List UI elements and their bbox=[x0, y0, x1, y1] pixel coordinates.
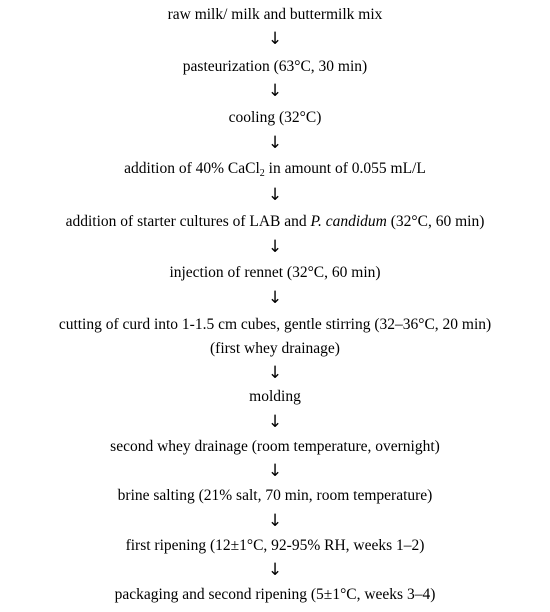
down-arrow-icon: ↓ bbox=[267, 412, 283, 432]
step-pasteurization: pasteurization (63°C, 30 min) bbox=[182, 58, 368, 75]
step-raw-milk: raw milk/ milk and buttermilk mix bbox=[167, 6, 383, 23]
step-curd-cutting-note: (first whey drainage) bbox=[210, 340, 340, 357]
step-cacl2-addition bbox=[0, 160, 550, 178]
down-arrow-icon: ↓ bbox=[267, 237, 283, 257]
step-first-ripening: first ripening (12±1°C, 92-95% RH, weeks 1–2) bbox=[125, 537, 425, 554]
down-arrow-icon: ↓ bbox=[267, 29, 283, 49]
step-curd-cutting: cutting of curd into 1-1.5 cm cubes, gentle stirring (32–36°C, 20 min) bbox=[58, 316, 492, 333]
step-cooling: cooling (32°C) bbox=[228, 109, 322, 126]
down-arrow-icon: ↓ bbox=[267, 288, 283, 308]
down-arrow-icon: ↓ bbox=[267, 81, 283, 101]
step-rennet-injection: injection of rennet (32°C, 60 min) bbox=[169, 264, 381, 281]
down-arrow-icon: ↓ bbox=[267, 461, 283, 481]
down-arrow-icon: ↓ bbox=[267, 185, 283, 205]
step-cacl2-text: addition of 40% CaCl bbox=[124, 160, 260, 177]
step-brine-salting: brine salting (21% salt, 70 min, room temperature) bbox=[117, 487, 433, 504]
down-arrow-icon: ↓ bbox=[267, 133, 283, 153]
step-cacl2-amount: in amount of 0.055 mL/L bbox=[264, 160, 426, 177]
step-molding: molding bbox=[249, 388, 301, 405]
down-arrow-icon: ↓ bbox=[267, 560, 283, 580]
cacl2-subscript: 2 bbox=[259, 168, 265, 179]
down-arrow-icon: ↓ bbox=[267, 511, 283, 531]
species-name: P. candidum bbox=[310, 213, 387, 230]
step-second-whey-drainage: second whey drainage (room temperature, overnight) bbox=[110, 438, 440, 455]
step-starter-cultures bbox=[0, 213, 550, 231]
step-starter-text: addition of starter cultures of LAB and bbox=[65, 213, 311, 230]
step-packaging-second-ripening: packaging and second ripening (5±1°C, weeks 3–4) bbox=[114, 586, 436, 603]
step-starter-conditions: (32°C, 60 min) bbox=[386, 213, 485, 230]
down-arrow-icon: ↓ bbox=[267, 363, 283, 383]
